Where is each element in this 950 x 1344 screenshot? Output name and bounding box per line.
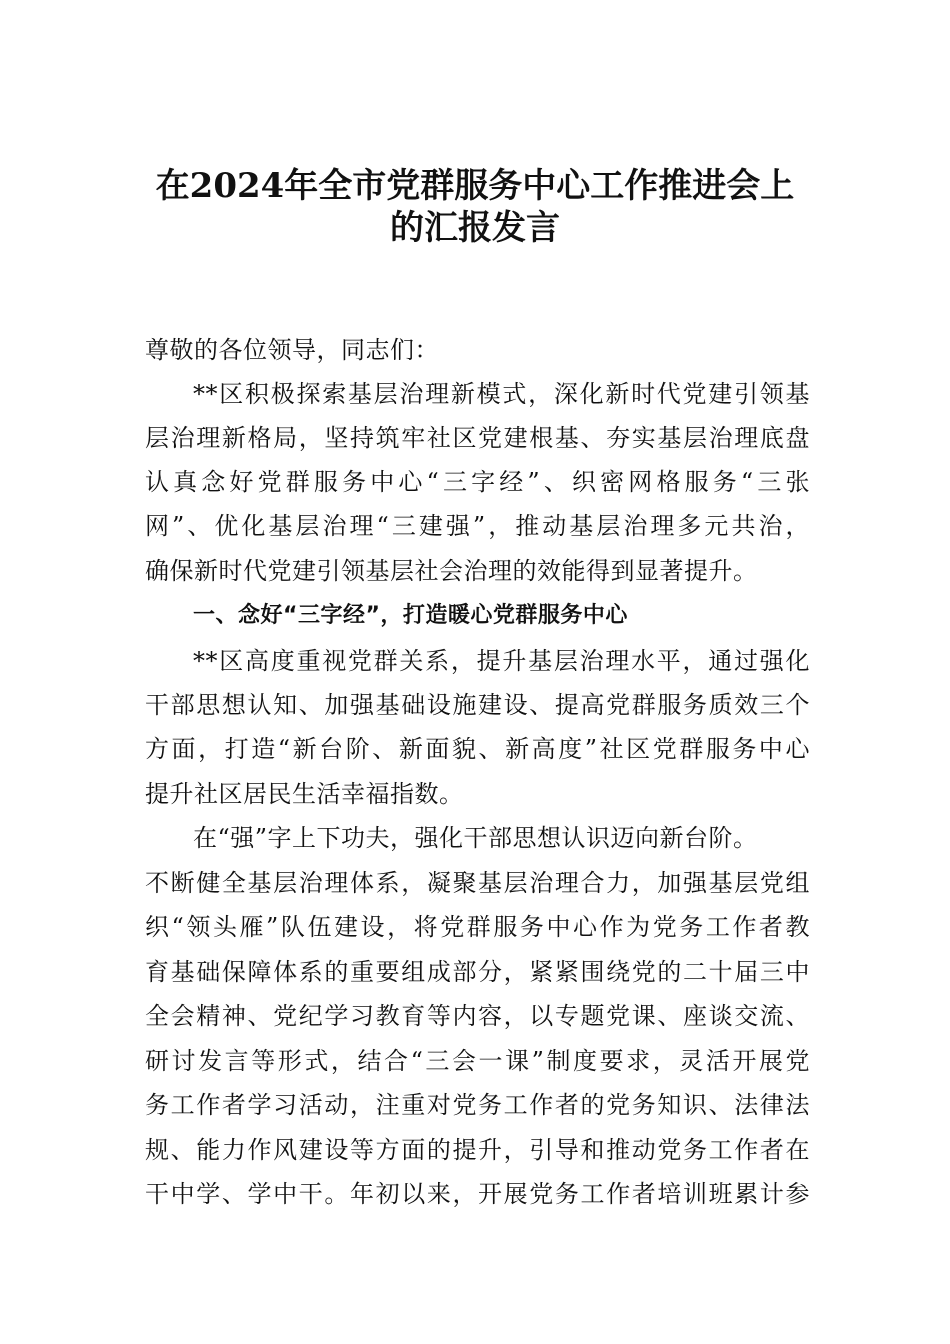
- section-1-para-2-line: 全会精神、党纪学习教育等内容，以专题党课、座谈交流、: [145, 1002, 810, 1030]
- document-title-line-2: 的汇报发言: [390, 208, 560, 248]
- document-title-line-1: 在2024年全市党群服务中心工作推进会上: [155, 166, 795, 206]
- intro-line: 确保新时代党建引领基层社会治理的效能得到显著提升。: [145, 557, 758, 585]
- intro-line: **区积极探索基层治理新模式，深化新时代党建引领基: [193, 380, 810, 408]
- section-1-para-1-line: 干部思想认知、加强基础设施建设、提高党群服务质效三个: [145, 691, 810, 719]
- section-1-para-2-line: 规、能力作风建设等方面的提升，引导和推动党务工作者在: [145, 1136, 810, 1164]
- intro-line: 网”、优化基层治理“三建强”，推动基层治理多元共治，: [145, 512, 810, 540]
- section-1-para-2-line: 研讨发言等形式，结合“三会一课”制度要求，灵活开展党: [145, 1047, 810, 1075]
- section-1-para-1-line: 提升社区居民生活幸福指数。: [145, 780, 464, 808]
- section-1-para-2-line: 织“领头雁”队伍建设，将党群服务中心作为党务工作者教: [145, 913, 810, 941]
- section-1-para-1-line: **区高度重视党群关系，提升基层治理水平，通过强化: [193, 647, 810, 675]
- section-1-para-2-line: 育基础保障体系的重要组成部分，紧紧围绕党的二十届三中: [145, 958, 810, 986]
- section-1-heading: 一、念好“三字经”，打造暖心党群服务中心: [193, 603, 628, 628]
- section-1-para-2-line: 务工作者学习活动，注重对党务工作者的党务知识、法律法: [145, 1091, 810, 1119]
- intro-line: 认真念好党群服务中心“三字经”、织密网格服务“三张: [145, 468, 810, 496]
- section-1-para-2-line: 不断健全基层治理体系，凝聚基层治理合力，加强基层党组: [145, 869, 810, 897]
- section-1-para-2-line: 干中学、学中干。年初以来，开展党务工作者培训班累计参: [145, 1180, 810, 1208]
- section-1-para-2-line: 在“强”字上下功夫，强化干部思想认识迈向新台阶。: [193, 824, 758, 852]
- section-1-para-1-line: 方面，打造“新台阶、新面貌、新高度”社区党群服务中心: [145, 735, 810, 763]
- salutation: 尊敬的各位领导，同志们：: [145, 336, 439, 364]
- intro-line: 层治理新格局，坚持筑牢社区党建根基、夯实基层治理底盘: [145, 424, 810, 452]
